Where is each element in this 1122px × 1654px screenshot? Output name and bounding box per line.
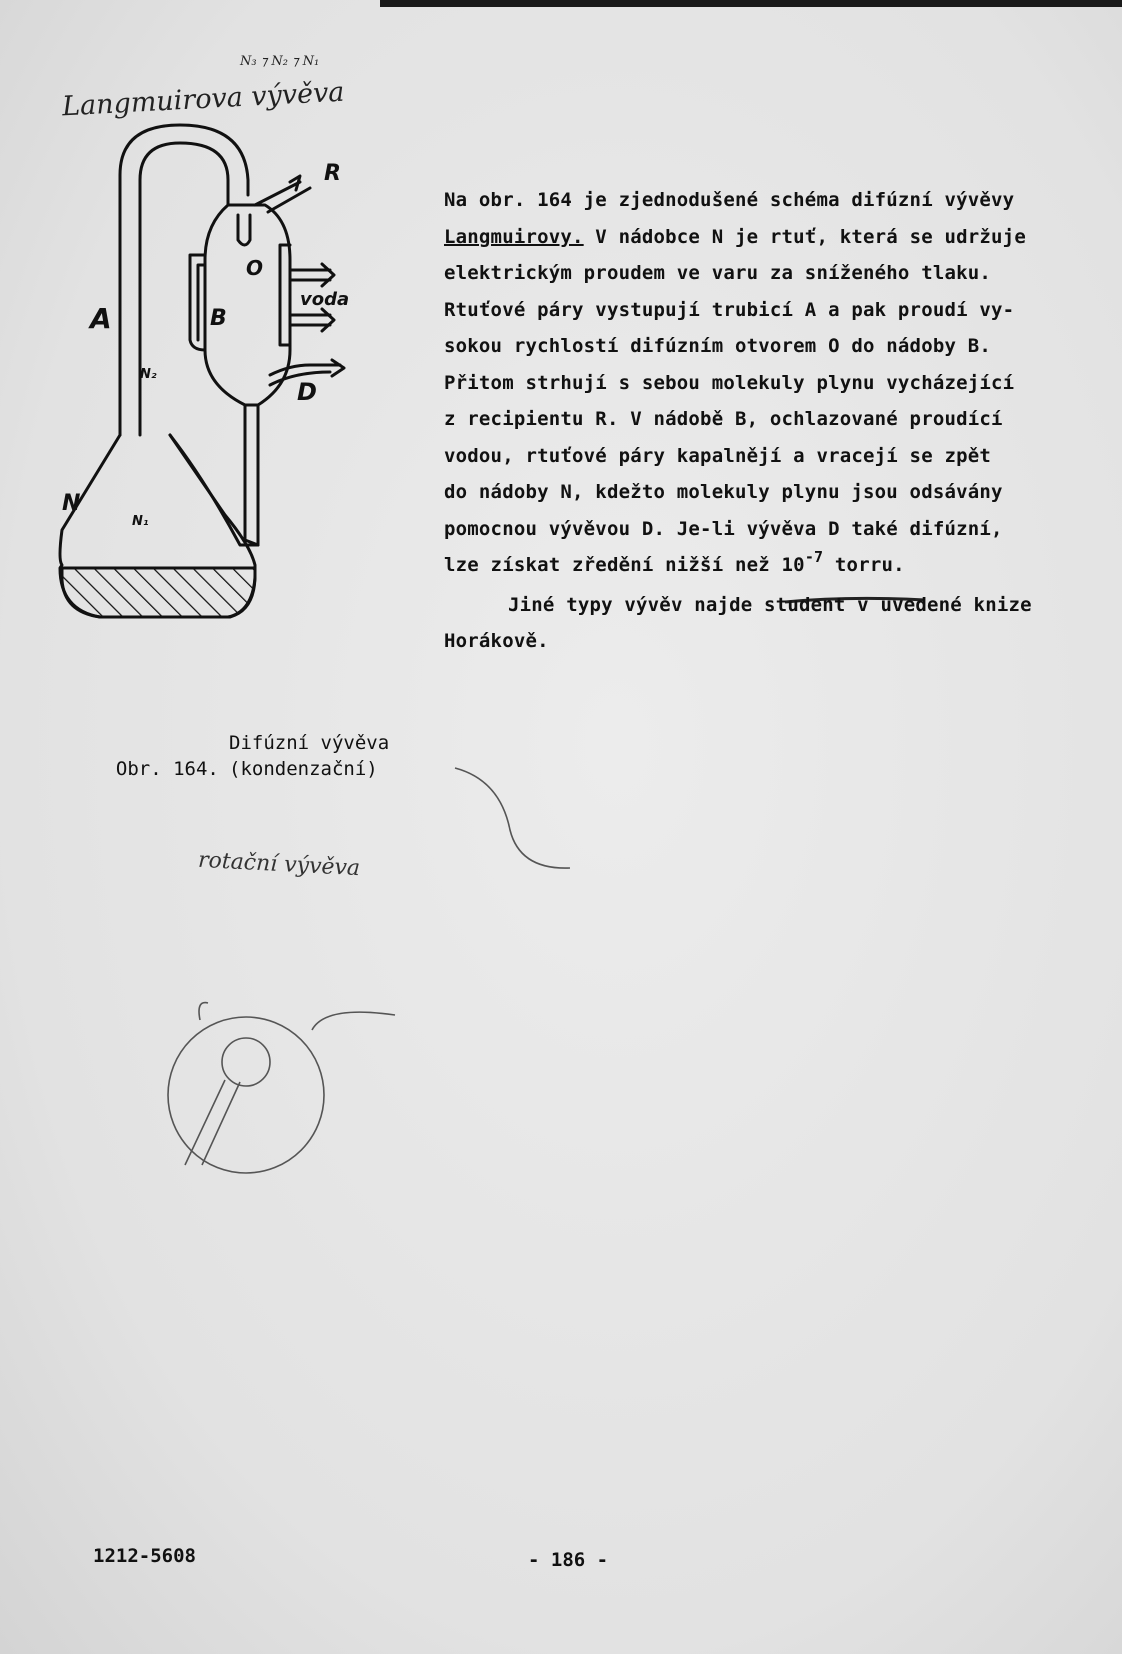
body-line-11 — [444, 547, 1084, 584]
label-r: R — [324, 161, 341, 186]
body-line-2 — [444, 219, 1084, 256]
paragraph2-line2: Horákově. — [444, 630, 549, 652]
langmuir-name: Langmuirovy. — [444, 225, 584, 248]
body-text — [444, 182, 1084, 660]
inlet-r — [255, 182, 310, 212]
label-d: D — [297, 378, 317, 406]
label-voda: voda — [300, 289, 350, 310]
paragraph2-line1: Jiné typy vývěv najde student v uvedené knize — [508, 593, 1032, 616]
label-n1: N₁ — [132, 514, 149, 529]
body-line-11-end: torru. — [823, 554, 905, 576]
label-n: N — [62, 491, 81, 516]
handwritten-indices: N₃ ⁊ N₂ ⁊ N₁ — [240, 54, 320, 69]
handwritten-title: Langmuirova vývěva — [61, 76, 346, 123]
label-b: B — [210, 306, 227, 331]
body-line-5: sokou rychlostí difúzním otvorem O do nádoby B. — [444, 335, 992, 357]
exponent: -7 — [804, 548, 824, 566]
caption-subtitle: (kondenzační) — [229, 758, 378, 780]
caption-number: Obr. 164. — [115, 758, 219, 780]
body-line-11-text: lze získat zředění nižší než 10 — [444, 554, 805, 576]
body-line-7: z recipientu R. V nádobě B, ochlazované proudící — [444, 408, 1003, 430]
page-number: - 186 - — [528, 1549, 609, 1571]
body-line-8: vodou, rtuťové páry kapalnějí a vracejí se zpět — [444, 444, 992, 467]
label-n2: N₂ — [140, 367, 157, 382]
body-line-6: Přitom strhují s sebou molekuly plynu vycházející — [444, 371, 1015, 394]
mercury-pool — [62, 568, 255, 617]
figure-caption — [93, 730, 390, 834]
document-code: 1212-5608 — [93, 1545, 196, 1567]
caption-title: Difúzní vývěva — [229, 732, 390, 754]
tube-a-inner — [140, 143, 228, 435]
vessel-b — [205, 205, 290, 405]
label-a: A — [90, 302, 112, 335]
body-line-1: Na obr. 164 je zjednodušené schéma difúzní vývěvy — [444, 189, 1015, 211]
body-line-4: Rtuťové páry vystupují trubicí A a pak proudí vy- — [444, 298, 1015, 321]
handwritten-margin-note: rotační vývěva — [197, 847, 361, 882]
body-line-10: pomocnou vývěvou D. Je-li vývěva D také difúzní, — [444, 517, 1003, 540]
body-line-3: elektrickým proudem ve varu za sníženého tlaku. — [444, 262, 992, 284]
body-line-9: do nádoby N, kdežto molekuly plynu jsou odsávány — [444, 481, 1003, 503]
body-line-2-rest: V nádobce N je rtuť, která se udržuje — [583, 225, 1026, 248]
return-pipe — [245, 405, 258, 545]
label-o: O — [246, 256, 264, 280]
